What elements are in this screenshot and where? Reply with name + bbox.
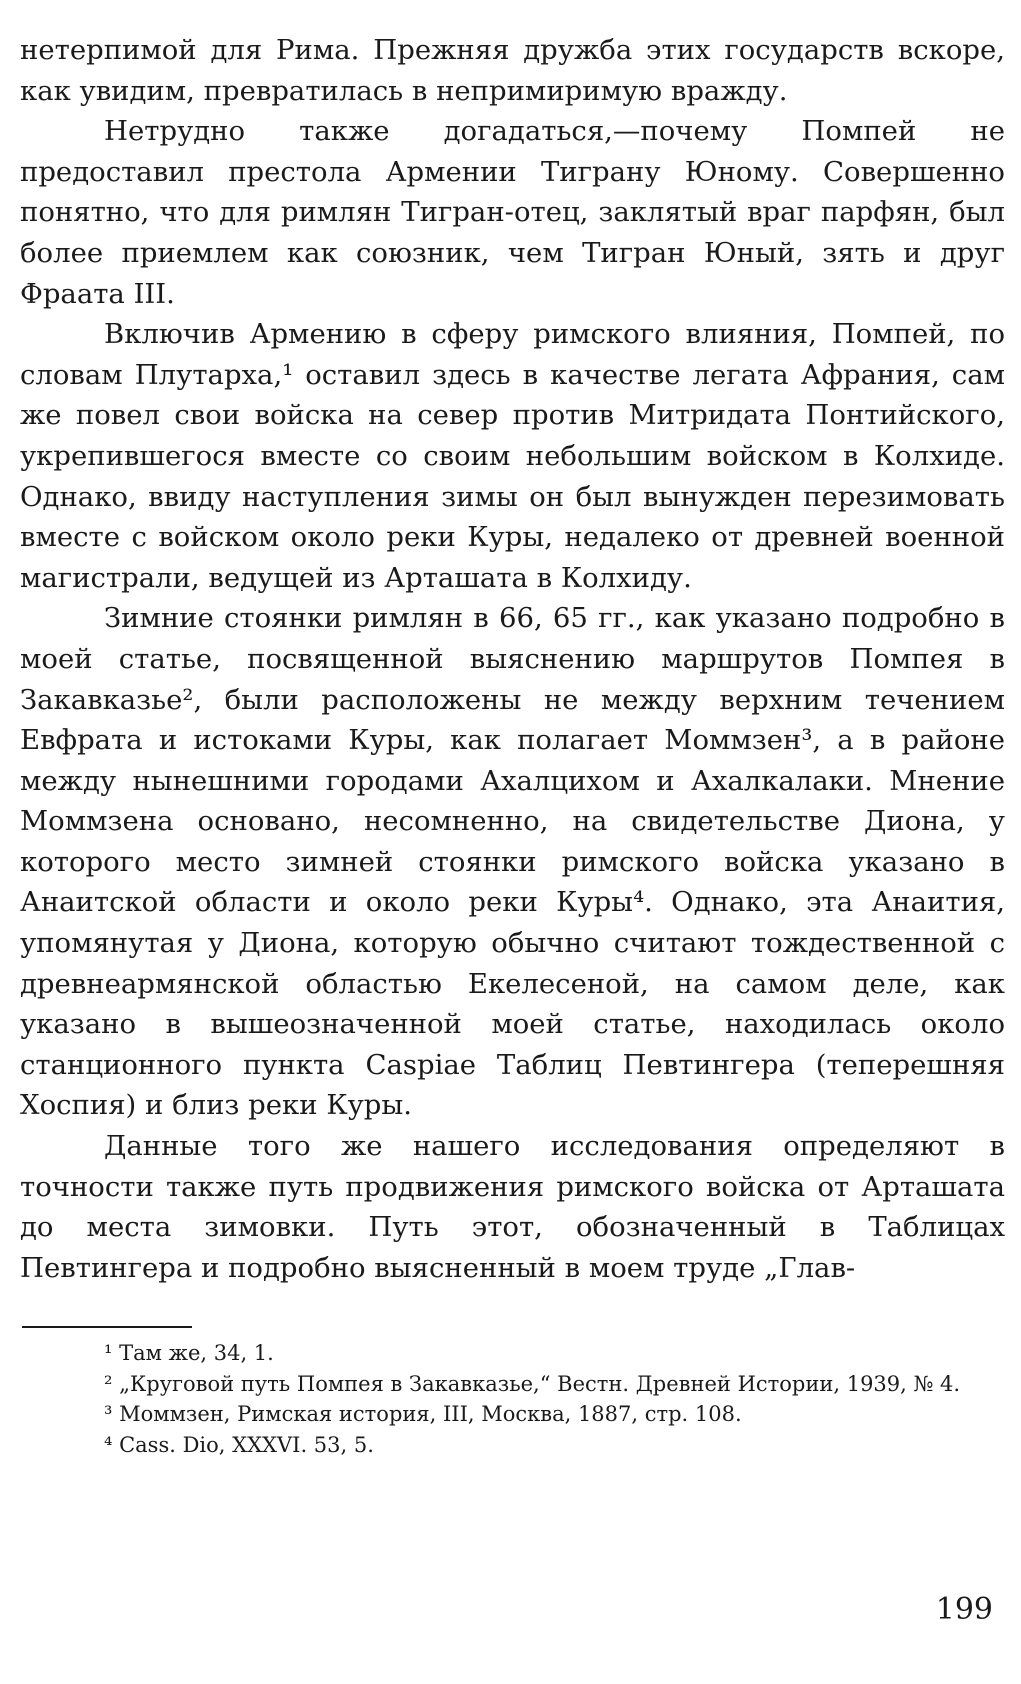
footnote-3: ³ Моммзен, Римская история, III, Москва, 1887, стр. 108.: [104, 1402, 742, 1427]
paragraph-4: Зимние стоянки римлян в 66, 65 гг., как указано подробно в моей статье, посвященной выяснению маршрутов Помпея в Закавказье², были расположены не между верхним течением Евфрата и истоками Куры, как полагает Моммзен³, а в районе между нынешними городами Ахалцихом и Ахалкалаки. Мнение Моммзена основано, несомненно, на свидетельстве Диона, у которого место зимней стоянки римского войска указано в Анаитской области и около реки Куры⁴. Однако, эта Анаития, упомянутая у Диона, которую обычно считают тождественной с древнеармянской областью Екелесеной, на самом деле, как указано в вышеозначенной моей статье, находилась около станционного пункта Caspiae Таблиц Певтингера (теперешняя Хоспия) и близ реки Куры.: [20, 602, 1005, 1122]
footnotes: [20, 1338, 1005, 1460]
footnote-divider: [22, 1326, 192, 1328]
paragraph-2: Нетрудно также догадаться,—почему Помпей не предоставил престола Армении Тиграну Юному. Совершенно понятно, что для римлян Тигран-отец, заклятый враг парфян, был более приемлем как союзник, чем Тигран Юный, зять и друг Фраата III.: [20, 115, 1005, 310]
footnote-2: ² „Круговой путь Помпея в Закавказье,“ Вестн. Древней Истории, 1939, № 4.: [104, 1371, 961, 1396]
paragraph-1: нетерпимой для Рима. Прежняя дружба этих государств вскоре, как увидим, превратилась в непримиримую вражду.: [20, 34, 1005, 107]
paragraph-5: Данные того же нашего исследования определяют в точности также путь продвижения римского войска от Арташата до места зимовки. Путь этот, обозначенный в Таблицах Певтингера и подробно выясненный в моем труде „Глав-: [20, 1130, 1005, 1284]
footnote-1: ¹ Там же, 34, 1.: [104, 1341, 274, 1366]
paragraph-3: Включив Армению в сферу римского влияния, Помпей, по словам Плутарха,¹ оставил здесь в качестве легата Афрания, сам же повел свои войска на север против Митридата Понтийского, укрепившегося вместе со своим небольшим войском в Колхиде. Однако, ввиду наступления зимы он был вынужден перезимовать вместе с войском около реки Куры, недалеко от древней военной магистрали, ведущей из Арташата в Колхиду.: [20, 318, 1005, 594]
footnote-4: ⁴ Cass. Dio, XXXVI. 53, 5.: [104, 1432, 374, 1457]
main-text: [20, 30, 1005, 1288]
page-number: 199: [935, 1592, 993, 1627]
